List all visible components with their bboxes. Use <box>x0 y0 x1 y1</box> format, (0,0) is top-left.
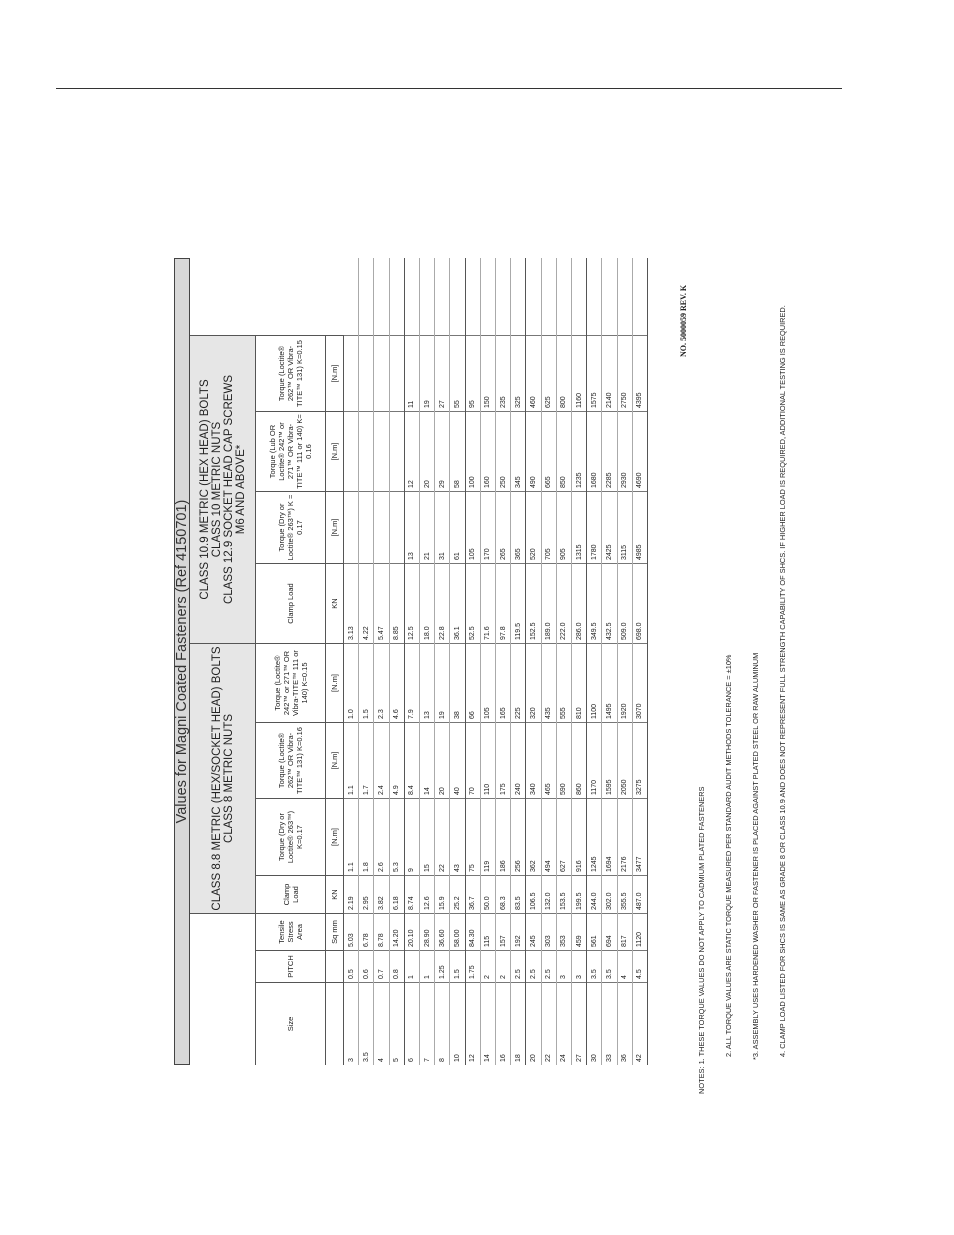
cell-8: 4985 <box>633 491 647 563</box>
cell-4: 119 <box>481 798 495 875</box>
cell-5: 1595 <box>602 722 616 798</box>
cell-6: 165 <box>496 643 510 722</box>
cell-8: 170 <box>481 491 495 563</box>
cell-3: 132.0 <box>542 875 556 913</box>
cell-2: 353 <box>557 913 571 950</box>
cell-7: 286.0 <box>572 563 586 643</box>
cell-8: 705 <box>542 491 556 563</box>
cell-3: 355.5 <box>618 875 632 913</box>
cell-0: 16 <box>496 982 510 1065</box>
note-1: NOTES: 1. THESE TORQUE VALUES DO NOT APPLY TO CADMIUM PLATED FASTENERS <box>697 786 706 1094</box>
cell-7: 189.0 <box>542 563 556 643</box>
cell-7: 119.5 <box>511 563 525 643</box>
group-a-line1: CLASS 8.8 METRIC (HEX/SOCKET HEAD) BOLTS <box>210 646 223 911</box>
group-b-line4: M6 AND ABOVE* <box>234 444 247 535</box>
col-header-10: Torque (Loctite® 262™ OR Vibra-TITE™ 131) K=0.15 <box>256 335 326 411</box>
cell-2: 6.78 <box>359 913 373 950</box>
cell-3: 36.7 <box>466 875 480 913</box>
cell-3: 153.5 <box>557 875 571 913</box>
cell-10: 55 <box>450 335 464 411</box>
cell-7: 222.0 <box>557 563 571 643</box>
cell-1: 3.5 <box>587 950 601 982</box>
cell-0: 24 <box>557 982 571 1065</box>
cell-7: 18.0 <box>420 563 434 643</box>
cell-10 <box>374 335 388 411</box>
cell-2: 28.90 <box>420 913 434 950</box>
cell-1: 3 <box>572 950 586 982</box>
cell-6: 4.6 <box>390 643 404 722</box>
cell-3: 2.95 <box>359 875 373 913</box>
cell-9: 100 <box>466 411 480 491</box>
cell-10: 27 <box>435 335 449 411</box>
cell-3: 106.5 <box>526 875 540 913</box>
cell-8: 265 <box>496 491 510 563</box>
header-rule <box>56 88 842 89</box>
group-class-10-9 <box>190 335 256 643</box>
cell-9: 29 <box>435 411 449 491</box>
note-2: 2. ALL TORQUE VALUES ARE STATIC TORQUE MEASURED PER STANDARD AUDIT METHODS TOLERANCE = ±10% <box>724 654 733 1057</box>
cell-10 <box>359 335 373 411</box>
cell-4: 186 <box>496 798 510 875</box>
cell-5: 20 <box>435 722 449 798</box>
cell-3: 15.9 <box>435 875 449 913</box>
cell-9: 1235 <box>572 411 586 491</box>
cell-1: 1.75 <box>466 950 480 982</box>
cell-9: 20 <box>420 411 434 491</box>
cell-4: 2.6 <box>374 798 388 875</box>
cell-4: 1.1 <box>344 798 358 875</box>
note-3: *3. ASSEMBLY USES HARDENED WASHER OR FASTENER IS PLACED AGAINST PLATED STEEL OR RAW ALUMINUM <box>751 652 760 1060</box>
cell-4: 494 <box>542 798 556 875</box>
cell-6: 66 <box>466 643 480 722</box>
cell-7: 698.0 <box>633 563 647 643</box>
cell-7: 12.5 <box>405 563 419 643</box>
cell-2: 20.10 <box>405 913 419 950</box>
table-row <box>618 258 633 1065</box>
cell-2: 817 <box>618 913 632 950</box>
cell-1: 0.5 <box>344 950 358 982</box>
col-header-6: Torque (Loctite® 242™ or 271™ OR Vibra-TITE™ 111 or 140) K=0.15 <box>256 643 326 722</box>
cell-5: 240 <box>511 722 525 798</box>
cell-5: 340 <box>526 722 540 798</box>
cell-9: 160 <box>481 411 495 491</box>
cell-8: 13 <box>405 491 419 563</box>
cell-6: 1.0 <box>344 643 358 722</box>
cell-8 <box>359 491 373 563</box>
cell-4: 1.8 <box>359 798 373 875</box>
cell-0: 3.5 <box>359 982 373 1065</box>
cell-0: 6 <box>405 982 419 1065</box>
document-number: NO. 5000059 REV. K <box>679 284 688 357</box>
cell-9 <box>374 411 388 491</box>
cell-5: 1.7 <box>359 722 373 798</box>
cell-3: 25.2 <box>450 875 464 913</box>
cell-4: 15 <box>420 798 434 875</box>
cell-5: 2.4 <box>374 722 388 798</box>
cell-9: 345 <box>511 411 525 491</box>
cell-4: 3477 <box>633 798 647 875</box>
cell-7: 152.5 <box>526 563 540 643</box>
col-header-2: Tensile Stress Area <box>256 913 326 950</box>
cell-9: 58 <box>450 411 464 491</box>
cell-1: 1.25 <box>435 950 449 982</box>
cell-10: 625 <box>542 335 556 411</box>
cell-6: 1.5 <box>359 643 373 722</box>
table-row <box>542 258 557 1065</box>
cell-9 <box>390 411 404 491</box>
cell-6: 7.9 <box>405 643 419 722</box>
cell-0: 8 <box>435 982 449 1065</box>
cell-0: 18 <box>511 982 525 1065</box>
col-unit-5: [N.m] <box>326 722 344 798</box>
cell-4: 22 <box>435 798 449 875</box>
cell-6: 19 <box>435 643 449 722</box>
cell-0: 36 <box>618 982 632 1065</box>
cell-1: 1 <box>420 950 434 982</box>
cell-10: 150 <box>481 335 495 411</box>
cell-1: 2 <box>481 950 495 982</box>
cell-7: 349.5 <box>587 563 601 643</box>
cell-1: 0.8 <box>390 950 404 982</box>
cell-1: 4 <box>618 950 632 982</box>
cell-7: 3.13 <box>344 563 358 643</box>
cell-8: 365 <box>511 491 525 563</box>
cell-4: 2176 <box>618 798 632 875</box>
cell-2: 58.00 <box>450 913 464 950</box>
cell-6: 810 <box>572 643 586 722</box>
table-row <box>466 258 481 1065</box>
cell-1: 1.5 <box>450 950 464 982</box>
col-unit-7: KN <box>326 563 344 643</box>
cell-3: 199.5 <box>572 875 586 913</box>
cell-3: 487.0 <box>633 875 647 913</box>
cell-7: 509.0 <box>618 563 632 643</box>
cell-8: 2425 <box>602 491 616 563</box>
col-header-8: Torque (Dry or Loctite® 263™) K = 0.17 <box>256 491 326 563</box>
cell-5: 3275 <box>633 722 647 798</box>
table-row <box>557 258 572 1065</box>
cell-4: 627 <box>557 798 571 875</box>
cell-5: 465 <box>542 722 556 798</box>
cell-2: 694 <box>602 913 616 950</box>
col-unit-8: [N.m] <box>326 491 344 563</box>
cell-0: 30 <box>587 982 601 1065</box>
cell-4: 75 <box>466 798 480 875</box>
cell-10 <box>390 335 404 411</box>
cell-0: 12 <box>466 982 480 1065</box>
cell-8 <box>374 491 388 563</box>
cell-3: 50.0 <box>481 875 495 913</box>
table-row <box>602 258 617 1065</box>
table-row <box>405 258 420 1065</box>
table-row <box>450 258 465 1065</box>
cell-10: 11 <box>405 335 419 411</box>
cell-9: 665 <box>542 411 556 491</box>
table-row <box>587 258 602 1065</box>
cell-8: 905 <box>557 491 571 563</box>
cell-8: 3115 <box>618 491 632 563</box>
table-title: Values for Magni Coated Fasteners (Ref 4150701) <box>174 258 190 1065</box>
cell-4: 362 <box>526 798 540 875</box>
cell-0: 4 <box>374 982 388 1065</box>
cell-5: 1170 <box>587 722 601 798</box>
cell-7: 36.1 <box>450 563 464 643</box>
col-unit-9: [N.m] <box>326 411 344 491</box>
group-b-line3: CLASS 12.9 SOCKET HEAD CAP SCREWS <box>222 375 235 605</box>
table-row <box>359 258 374 1065</box>
cell-8: 1315 <box>572 491 586 563</box>
cell-10: 2140 <box>602 335 616 411</box>
cell-4: 9 <box>405 798 419 875</box>
col-header-0: Size <box>256 982 326 1065</box>
cell-9: 2285 <box>602 411 616 491</box>
cell-0: 22 <box>542 982 556 1065</box>
cell-0: 3 <box>344 982 358 1065</box>
cell-6: 13 <box>420 643 434 722</box>
cell-1: 2 <box>496 950 510 982</box>
table-row <box>344 258 359 1065</box>
cell-4: 43 <box>450 798 464 875</box>
col-header-9: Torque (Lub OR Loctite® 242™ or 271™ OR Vibra-TITE™ 111 or 140) K= 0.16 <box>256 411 326 491</box>
cell-9: 1680 <box>587 411 601 491</box>
col-unit-1 <box>326 950 344 982</box>
cell-7: 52.5 <box>466 563 480 643</box>
cell-5: 2050 <box>618 722 632 798</box>
cell-7: 5.47 <box>374 563 388 643</box>
cell-2: 14.20 <box>390 913 404 950</box>
cell-6: 2.3 <box>374 643 388 722</box>
cell-4: 916 <box>572 798 586 875</box>
cell-1: 2.5 <box>511 950 525 982</box>
cell-5: 860 <box>572 722 586 798</box>
cell-6: 1920 <box>618 643 632 722</box>
cell-5: 70 <box>466 722 480 798</box>
cell-4: 1694 <box>602 798 616 875</box>
cell-5: 1.1 <box>344 722 358 798</box>
cell-1: 0.6 <box>359 950 373 982</box>
col-header-7: Clamp Load <box>256 563 326 643</box>
cell-3: 8.74 <box>405 875 419 913</box>
cell-7: 8.85 <box>390 563 404 643</box>
cell-5: 14 <box>420 722 434 798</box>
cell-2: 36.60 <box>435 913 449 950</box>
cell-0: 14 <box>481 982 495 1065</box>
cell-6: 555 <box>557 643 571 722</box>
cell-10: 235 <box>496 335 510 411</box>
cell-6: 435 <box>542 643 556 722</box>
col-unit-0 <box>326 982 344 1065</box>
header-blank <box>190 913 256 1065</box>
cell-5: 8.4 <box>405 722 419 798</box>
cell-3: 244.0 <box>587 875 601 913</box>
cell-2: 459 <box>572 913 586 950</box>
group-b-line2: CLASS 10 METRIC NUTS <box>210 421 223 558</box>
group-class-8-8 <box>190 643 256 913</box>
cell-2: 192 <box>511 913 525 950</box>
cell-4: 5.3 <box>390 798 404 875</box>
cell-7: 4.22 <box>359 563 373 643</box>
table-row <box>511 258 526 1065</box>
cell-5: 40 <box>450 722 464 798</box>
cell-6: 105 <box>481 643 495 722</box>
cell-2: 84.30 <box>466 913 480 950</box>
col-unit-3: KN <box>326 875 344 913</box>
cell-10: 19 <box>420 335 434 411</box>
cell-1: 1 <box>405 950 419 982</box>
cell-3: 3.82 <box>374 875 388 913</box>
cell-7: 71.6 <box>481 563 495 643</box>
cell-2: 1120 <box>633 913 647 950</box>
cell-10: 4395 <box>633 335 647 411</box>
cell-6: 3070 <box>633 643 647 722</box>
cell-5: 175 <box>496 722 510 798</box>
cell-3: 12.6 <box>420 875 434 913</box>
cell-2: 5.03 <box>344 913 358 950</box>
cell-0: 42 <box>633 982 647 1065</box>
cell-8: 31 <box>435 491 449 563</box>
cell-5: 110 <box>481 722 495 798</box>
cell-5: 4.9 <box>390 722 404 798</box>
col-unit-10: [N.m] <box>326 335 344 411</box>
cell-7: 22.8 <box>435 563 449 643</box>
cell-0: 27 <box>572 982 586 1065</box>
cell-0: 7 <box>420 982 434 1065</box>
cell-9: 4690 <box>633 411 647 491</box>
cell-7: 432.5 <box>602 563 616 643</box>
cell-3: 83.5 <box>511 875 525 913</box>
cell-1: 4.5 <box>633 950 647 982</box>
cell-10: 1575 <box>587 335 601 411</box>
cell-3: 68.3 <box>496 875 510 913</box>
cell-7: 97.8 <box>496 563 510 643</box>
cell-2: 157 <box>496 913 510 950</box>
table-row <box>435 258 450 1065</box>
cell-9: 250 <box>496 411 510 491</box>
cell-3: 302.0 <box>602 875 616 913</box>
cell-9: 850 <box>557 411 571 491</box>
cell-9: 490 <box>526 411 540 491</box>
cell-2: 115 <box>481 913 495 950</box>
col-unit-2: Sq mm <box>326 913 344 950</box>
cell-10: 1160 <box>572 335 586 411</box>
cell-0: 20 <box>526 982 540 1065</box>
cell-6: 1100 <box>587 643 601 722</box>
cell-8: 61 <box>450 491 464 563</box>
table-row <box>526 258 541 1065</box>
cell-9 <box>344 411 358 491</box>
torque-table <box>174 258 662 1065</box>
cell-6: 38 <box>450 643 464 722</box>
cell-8 <box>390 491 404 563</box>
cell-6: 225 <box>511 643 525 722</box>
cell-9 <box>359 411 373 491</box>
table-row <box>420 258 435 1065</box>
table-row <box>481 258 496 1065</box>
cell-0: 33 <box>602 982 616 1065</box>
rotated-table-sheet <box>174 258 662 1065</box>
cell-6: 1495 <box>602 643 616 722</box>
cell-1: 2.5 <box>542 950 556 982</box>
col-header-1: PITCH <box>256 950 326 982</box>
table-row <box>374 258 389 1065</box>
cell-10 <box>344 335 358 411</box>
col-unit-6: [N.m] <box>326 643 344 722</box>
cell-2: 245 <box>526 913 540 950</box>
cell-8: 105 <box>466 491 480 563</box>
cell-6: 320 <box>526 643 540 722</box>
cell-10: 460 <box>526 335 540 411</box>
cell-2: 8.78 <box>374 913 388 950</box>
cell-10: 325 <box>511 335 525 411</box>
cell-10: 800 <box>557 335 571 411</box>
cell-1: 0.7 <box>374 950 388 982</box>
table-row <box>633 258 648 1065</box>
table-row <box>496 258 511 1065</box>
cell-4: 1245 <box>587 798 601 875</box>
group-a-line2: CLASS 8 METRIC NUTS <box>222 713 235 844</box>
table-row <box>572 258 587 1065</box>
cell-3: 2.19 <box>344 875 358 913</box>
cell-3: 6.18 <box>390 875 404 913</box>
cell-4: 256 <box>511 798 525 875</box>
col-header-3: Clamp Load <box>256 875 326 913</box>
cell-8: 1780 <box>587 491 601 563</box>
cell-1: 3 <box>557 950 571 982</box>
cell-8: 21 <box>420 491 434 563</box>
cell-0: 10 <box>450 982 464 1065</box>
table-row <box>390 258 405 1065</box>
cell-0: 5 <box>390 982 404 1065</box>
col-unit-4: [N.m] <box>326 798 344 875</box>
cell-5: 590 <box>557 722 571 798</box>
cell-2: 303 <box>542 913 556 950</box>
note-4: 4. CLAMP LOAD LISTED FOR SHCS IS SAME AS GRADE 8 OR CLASS 10.9 AND DOES NOT REPRESENT FULL STRENGTH CAPABILITY OF SHCS. IF HIGHER LOAD IS REQUIRED, ADDITIONAL TESTING IS REQUIRED. <box>778 305 787 1057</box>
group-b-line1: CLASS 10.9 METRIC (HEX HEAD) BOLTS <box>198 379 211 600</box>
cell-2: 561 <box>587 913 601 950</box>
cell-1: 2.5 <box>526 950 540 982</box>
cell-8: 520 <box>526 491 540 563</box>
col-header-4: Torque (Dry or Loctite® 263™) K=0.17 <box>256 798 326 875</box>
cell-10: 95 <box>466 335 480 411</box>
cell-9: 12 <box>405 411 419 491</box>
col-header-5: Torque (Loctite® 262™ OR Vibra-TITE™ 131) K=0.16 <box>256 722 326 798</box>
cell-1: 3.5 <box>602 950 616 982</box>
cell-9: 2930 <box>618 411 632 491</box>
cell-10: 2750 <box>618 335 632 411</box>
cell-8 <box>344 491 358 563</box>
